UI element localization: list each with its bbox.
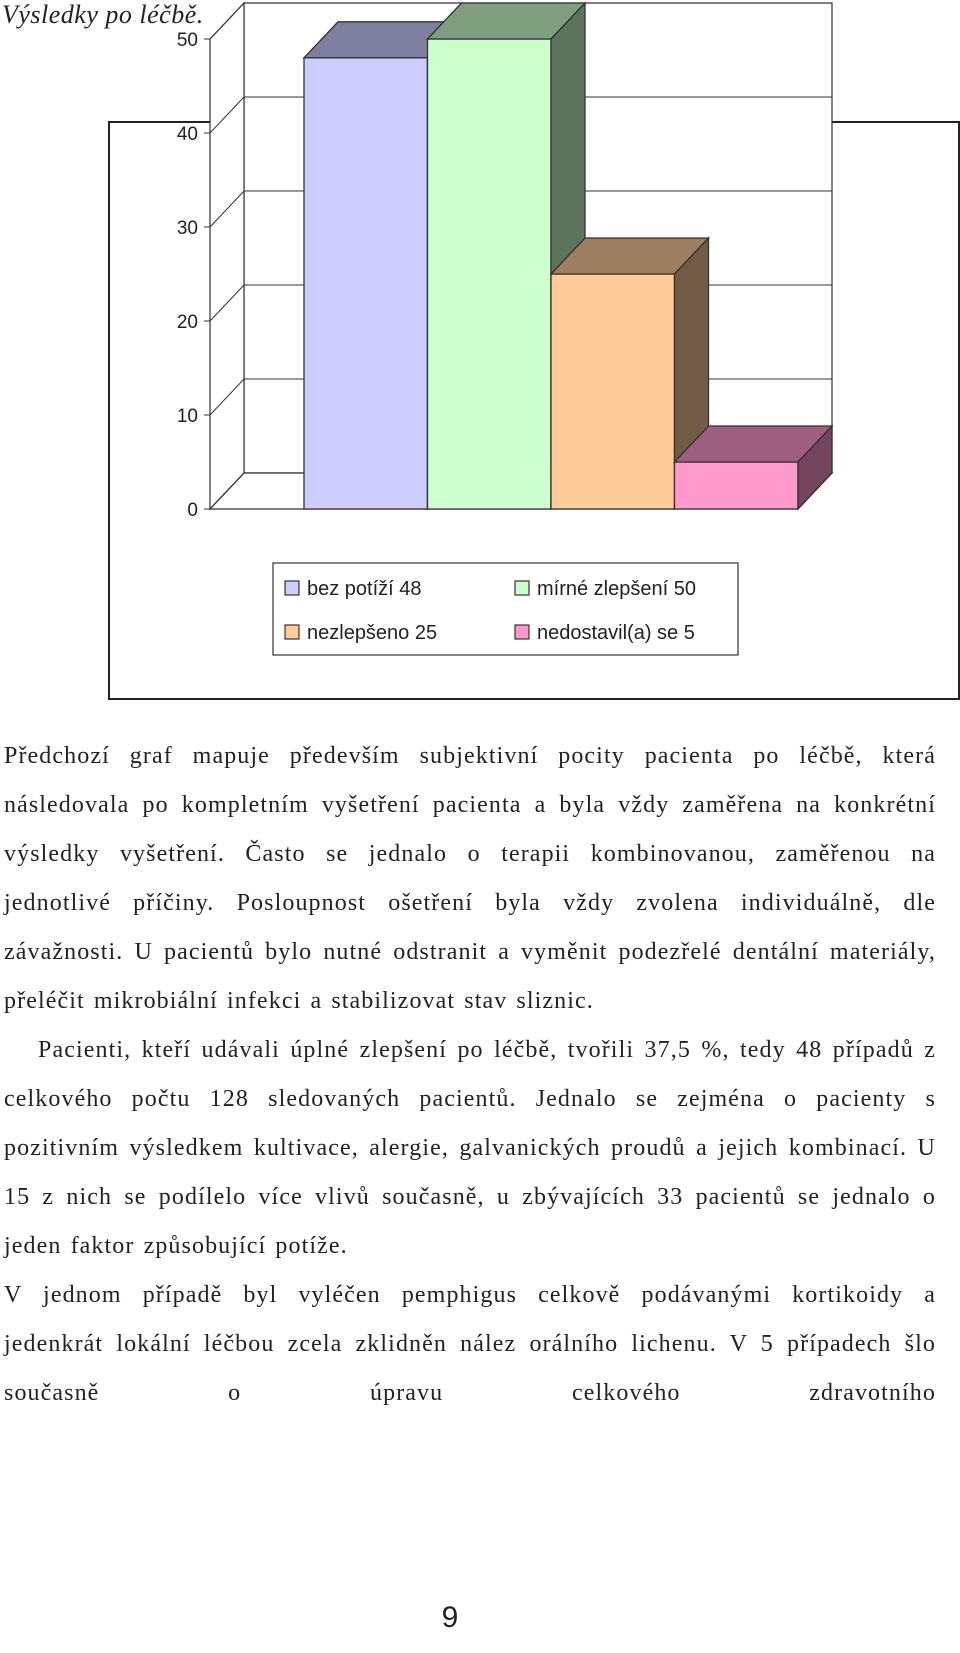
section-heading: Výsledky po léčbě. (2, 0, 204, 29)
legend-swatch (285, 581, 299, 595)
legend-item (515, 578, 696, 600)
y-tick-label: 40 (176, 124, 198, 145)
bar-front (428, 39, 552, 509)
bar-front (675, 462, 799, 509)
y-tick-label: 20 (176, 312, 198, 333)
legend-label: nedostavil(a) se 5 (537, 622, 695, 644)
legend-item (285, 622, 437, 644)
legend-swatch (515, 581, 529, 595)
body-text (4, 732, 936, 1418)
y-axis (177, 30, 210, 521)
chart-svg (110, 30, 958, 698)
paragraph-3: V jednom případě byl vyléčen pemphigus celkově podávanými kortikoidy a jedenkrát lokální léčbou zcela zklidněn nález orálního lichenu. V 5 případech šlo současně o úpravu celkového zdravotního (4, 1282, 936, 1406)
chart-legend (273, 563, 738, 655)
chart-frame (108, 30, 960, 700)
bar-front (304, 58, 428, 509)
paragraph-2: Pacienti, kteří udávali úplné zlepšení po léčbě, tvořili 37,5 %, tedy 48 případů z celkového počtu 128 sledovaných pacientů. Jednalo se zejména o pacienty s pozitivním výsledkem kultivace, alergie, galvanických proudů a jejich kombinací. U 15 z nich se podílelo více vlivů současně, u zbývajících 33 pacientů se jednalo o jeden faktor způsobující potíže. (4, 1037, 936, 1259)
y-tick-label: 30 (176, 218, 198, 239)
page-number: 9 (441, 1601, 459, 1634)
legend-label: mírné zlepšení 50 (537, 578, 696, 600)
y-tick-label: 50 (176, 30, 198, 51)
bar-front (551, 274, 675, 509)
chart-side-wall (210, 3, 244, 509)
bar (675, 426, 833, 509)
legend-label: nezlepšeno 25 (307, 622, 438, 644)
y-tick-label: 0 (187, 500, 198, 521)
legend-swatch (515, 625, 529, 639)
legend-swatch (285, 625, 299, 639)
y-tick-label: 10 (176, 406, 198, 427)
legend-item (515, 622, 695, 644)
legend-label: bez potíží 48 (307, 578, 422, 600)
paragraph-1: Předchozí graf mapuje především subjektivní pocity pacienta po léčbě, která následovala po kompletním vyšetření pacienta a byla vždy zaměřena na konkrétní výsledky vyšetření. Často se jednalo o terapii kombinovanou, zaměřenou na jednotlivé příčiny. Posloupnost ošetření byla vždy zvolena individuálně, dle závažnosti. U pacientů bylo nutné odstranit a vyměnit podezřelé dentální materiály, přeléčit mikrobiální infekci a stabilizovat stav sliznic. (4, 743, 936, 1014)
